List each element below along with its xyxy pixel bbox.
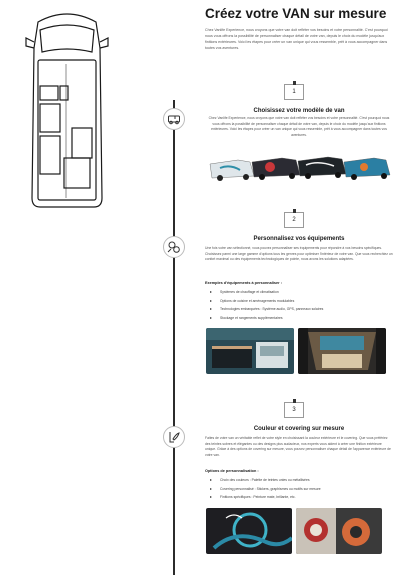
equipment-icon [167,240,181,254]
step-3-subhead: Options de personnalisation : [205,469,259,473]
list-item: ▸ Systèmes de chauffage et climatisation [210,288,390,297]
step-2-subhead: Exemples d'équipements à personnaliser : [205,281,282,285]
list-item: ▸ Choix des couleurs : Palette de teintes unies ou métallisées [210,476,390,485]
step-1-node [163,108,185,130]
step-3-number: 3 [284,402,304,418]
list-item: ▸ Covering personnalisé : Stickers, graphismes ou motifs sur mesure [210,485,390,494]
step-3-text: Faites de votre van un véritable reflet de votre style en choisissant la couleur extérieure et le covering. Que vous préfériez des teintes sobres et élégantes ou des designs plus audacieux, nos experts vous aident à créer une finition extérieure unique. Grâce à des options de covering sur mesure, vous pouvez personnaliser chaque détail de l'apparence extérieure de votre van. [205,436,391,457]
step-3-node [163,426,185,448]
interior-photo-kitchen [206,328,294,374]
paint-icon [167,430,181,444]
step-3-list [210,476,390,502]
vans-photo [206,148,392,186]
page-title: Créez votre VAN sur mesure [205,6,387,21]
timeline-line [173,100,175,575]
step-2-number: 2 [284,212,304,228]
list-item: ▸ Technologies embarquées : Système audio, GPS, panneaux solaires [210,305,390,314]
list-item: ▸ Finitions spécifiques : Peinture mate, brillante, etc. [210,493,390,502]
step-2-node [163,236,185,258]
step-1-title: Choisissez votre modèle de van [253,108,345,114]
interior-photo-bed [298,328,386,374]
covering-photo-2 [296,508,382,554]
step-2-title: Personnalisez vos équipements [253,236,345,242]
step-2-text: Une fois votre van sélectionné, vous pouvez personnaliser ses équipements pour répondre à vos besoins spécifiques. Choisissez parmi une large gamme d'options tous les genres pour optimiser l'intérieur de votre van. Que vous recherchiez un confort maximal ou des équipements technologiques de pointe, nous avons les solutions adaptées. [205,246,393,262]
list-item: ▸ Stockage et rangements supplémentaires [210,314,390,323]
step-3-title: Couleur et covering sur mesure [253,426,345,432]
list-item: ▸ Options de cuisine et aménagements modulables [210,297,390,306]
step-1-text: Chez Vanlife Experience, nous croyons que votre van doit refléter vos besoins et votre personnalité. C'est pourquoi nous vous offrons la possibilité de personnaliser chaque détail de votre van, depuis le choix du modèle jusqu'aux finitions extérieures. Voici les étapes pour créer un van unique qui vous ressemble, prêt à vous accompagner dans toutes vos aventures. [208,116,390,137]
page-intro: Chez Vanlife Experience, nous croyons que votre van doit refléter vos besoins et votre personnalité. C'est pourquoi nous vous offrons la possibilité de personnaliser chaque détail de votre van, depuis le choix du modèle jusqu'aux finitions extérieures. Voici les étapes pour créer un van unique qui vous ressemble, prêt à vous accompagner dans toutes vos aventures. [205,28,388,50]
step-2-list [210,288,390,322]
van-icon [167,112,181,126]
covering-photo-1 [206,508,292,554]
van-top-view-illustration [24,8,110,210]
step-1-number: 1 [284,84,304,100]
